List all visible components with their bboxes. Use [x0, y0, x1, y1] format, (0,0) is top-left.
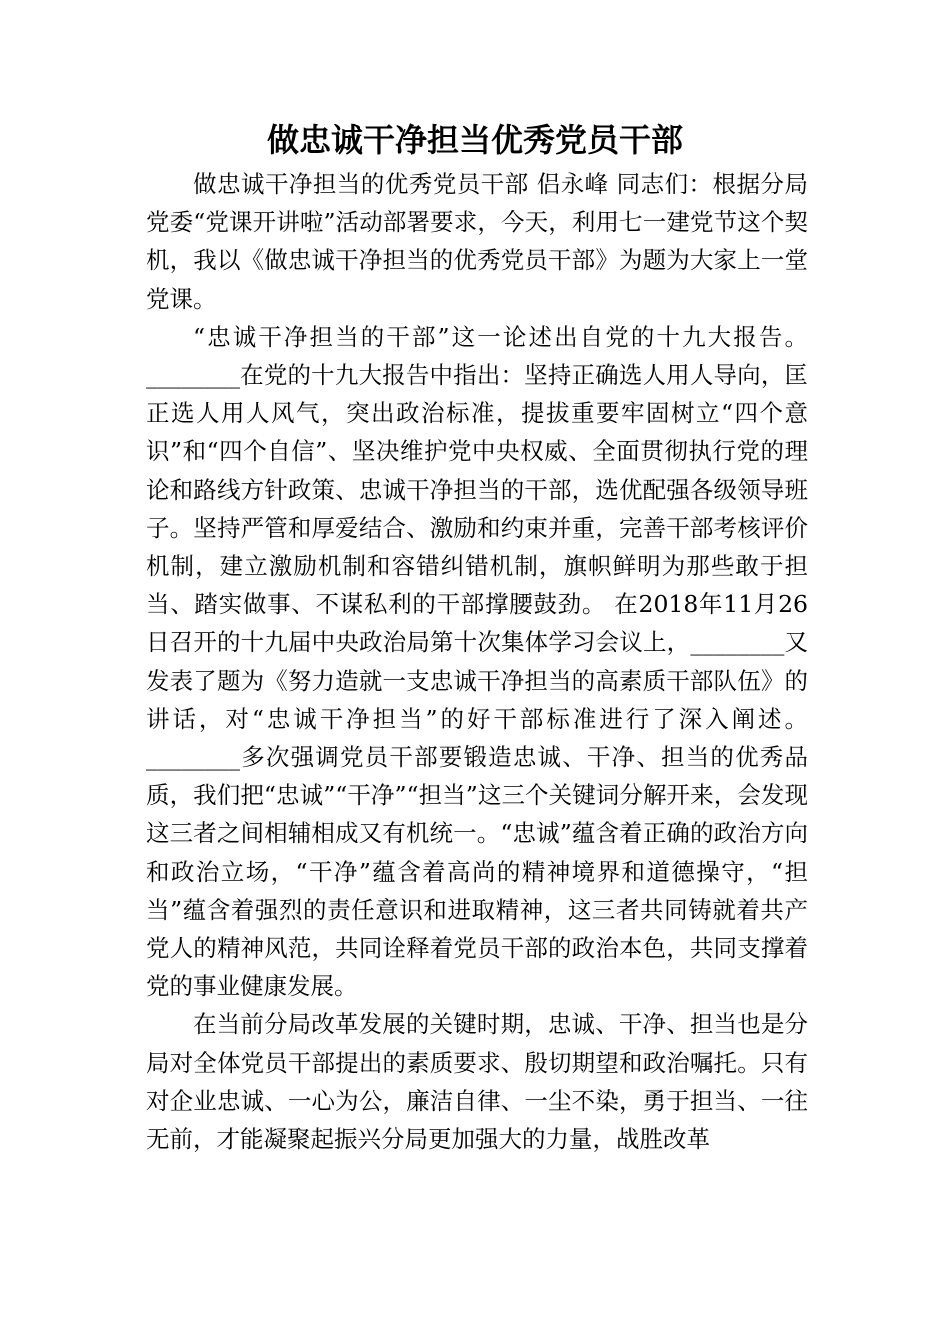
document-title: 做忠诚干净担当优秀党员干部 [266, 121, 683, 159]
paragraph-current-period: 在当前分局改革发展的关键时期，忠诚、干净、担当也是分局对全体党员干部提出的素质要求、殷切期望和政治嘱托。只有对企业忠诚、一心为公，廉洁自律、一尘不染，勇于担当、一往无前，才能凝聚起振兴分局更加强大的力量，战胜改革 [146, 1010, 808, 1154]
paragraph-intro: 做忠诚干净担当的优秀党员干部 侣永峰 同志们：根据分局党委“党课开讲啦”活动部署要求，今天，利用七一建党节这个契机，我以《做忠诚干净担当的优秀党员干部》为题为大家上一堂党课。 [146, 170, 808, 313]
paragraph-origin: “忠诚干净担当的干部”这一论述出自党的十九大报告。________在党的十九大报告中指出：坚持正确选人用人导向，匡正选人用人风气，突出政治标准，提拔重要牢固树立“四个意识”和“四个自信”、坚决维护党中央权威、全面贯彻执行党的理论和路线方针政策、忠诚干净担当的干部，选优配强各级领导班子。坚持严管和厚爱结合、激励和约束并重，完善干部考核评价机制，建立激励机制和容错纠错机制，旗帜鲜明为那些敢于担当、踏实做事、不谋私利的干部撑腰鼓劲。 在2018年11月26日召开的十九届中央政治局第十次集体学习会议上，________又发表了题为《努力造就一支忠诚干净担当的高素质干部队伍》的讲话，对“忠诚干净担当”的好干部标准进行了深入阐述。________多次强调党员干部要锻造忠诚、干净、担当的优秀品质，我们把“忠诚”“干净”“担当”这三个关键词分解开来，会发现这三者之间相辅相成又有机统一。“忠诚”蕴含着正确的政治方向和政治立场，“干净”蕴含着高尚的精神境界和道德操守，“担当”蕴含着强烈的责任意识和进取精神，这三者共同铸就着共产党人的精神风范，共同诠释着党员干部的政治本色，共同支撑着党的事业健康发展。 [146, 322, 808, 1001]
document-body [146, 165, 808, 1158]
